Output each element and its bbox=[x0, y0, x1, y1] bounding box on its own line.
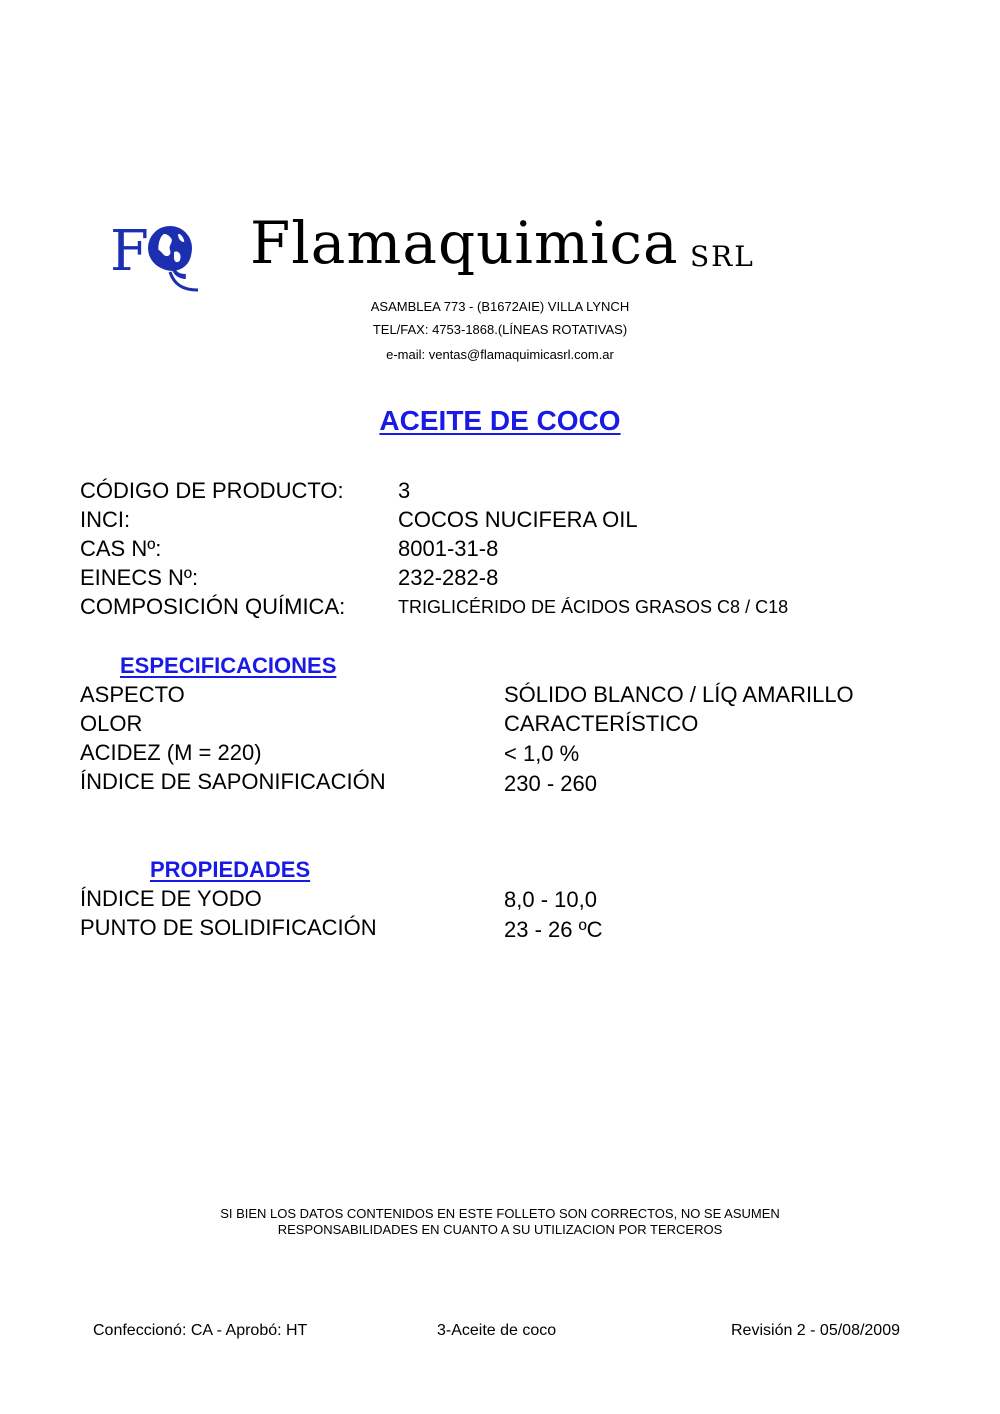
footer-author: Confeccionó: CA - Aprobó: HT bbox=[93, 1322, 308, 1339]
product-code-value: 3 bbox=[398, 478, 411, 503]
chemical-composition-label: COMPOSICIÓN QUÍMICA: bbox=[80, 594, 346, 619]
inci-value: COCOS NUCIFERA OIL bbox=[398, 507, 638, 532]
inci-label: INCI: bbox=[80, 507, 131, 532]
document-title: ACEITE DE COCO bbox=[379, 405, 621, 436]
spec-row-value: SÓLIDO BLANCO / LÍQ AMARILLO bbox=[504, 682, 854, 707]
company-address: ASAMBLEA 773 - (B1672AIE) VILLA LYNCH bbox=[370, 299, 630, 314]
property-row-label: PUNTO DE SOLIDIFICACIÓN bbox=[80, 915, 377, 940]
property-row-label: ÍNDICE DE YODO bbox=[80, 886, 262, 911]
disclaimer-line-1: SI BIEN LOS DATOS CONTENIDOS EN ESTE FOLLETO SON CORRECTOS, NO SE ASUMEN bbox=[220, 1206, 780, 1221]
company-name: Flamaquimica bbox=[250, 209, 679, 277]
spec-row-value: 230 - 260 bbox=[504, 771, 597, 796]
company-logo-icon bbox=[108, 212, 208, 296]
spec-row-label: ASPECTO bbox=[80, 682, 185, 707]
company-phone: TEL/FAX: 4753-1868.(LÍNEAS ROTATIVAS) bbox=[372, 322, 628, 337]
einecs-label: EINECS Nº: bbox=[80, 565, 199, 590]
spec-row-label: ACIDEZ (M = 220) bbox=[80, 740, 262, 765]
spec-row-value: CARACTERÍSTICO bbox=[504, 711, 699, 736]
property-row-value: 8,0 - 10,0 bbox=[504, 887, 597, 912]
einecs-value: 232-282-8 bbox=[398, 565, 499, 590]
specifications-heading: ESPECIFICACIONES bbox=[120, 653, 337, 678]
spec-row-value: < 1,0 % bbox=[504, 741, 580, 766]
footer-revision: Revisión 2 - 05/08/2009 bbox=[731, 1322, 900, 1339]
company-email: e-mail: ventas@flamaquimicasrl.com.ar bbox=[386, 347, 614, 362]
company-suffix: SRL bbox=[690, 240, 755, 273]
cas-value: 8001-31-8 bbox=[398, 536, 499, 561]
logo-initials: FQ bbox=[110, 219, 195, 284]
spec-row-label: ÍNDICE DE SAPONIFICACIÓN bbox=[80, 769, 386, 794]
product-code-label: CÓDIGO DE PRODUCTO: bbox=[80, 478, 344, 503]
spec-row-label: OLOR bbox=[80, 711, 143, 736]
property-row-value: 23 - 26 ºC bbox=[504, 917, 603, 942]
footer-document-name: 3-Aceite de coco bbox=[437, 1322, 557, 1339]
properties-heading: PROPIEDADES bbox=[150, 857, 311, 882]
disclaimer-line-2: RESPONSABILIDADES EN CUANTO A SU UTILIZACION POR TERCEROS bbox=[277, 1222, 723, 1237]
cas-label: CAS Nº: bbox=[80, 536, 162, 561]
chemical-composition-value: TRIGLICÉRIDO DE ÁCIDOS GRASOS C8 / C18 bbox=[398, 597, 789, 617]
